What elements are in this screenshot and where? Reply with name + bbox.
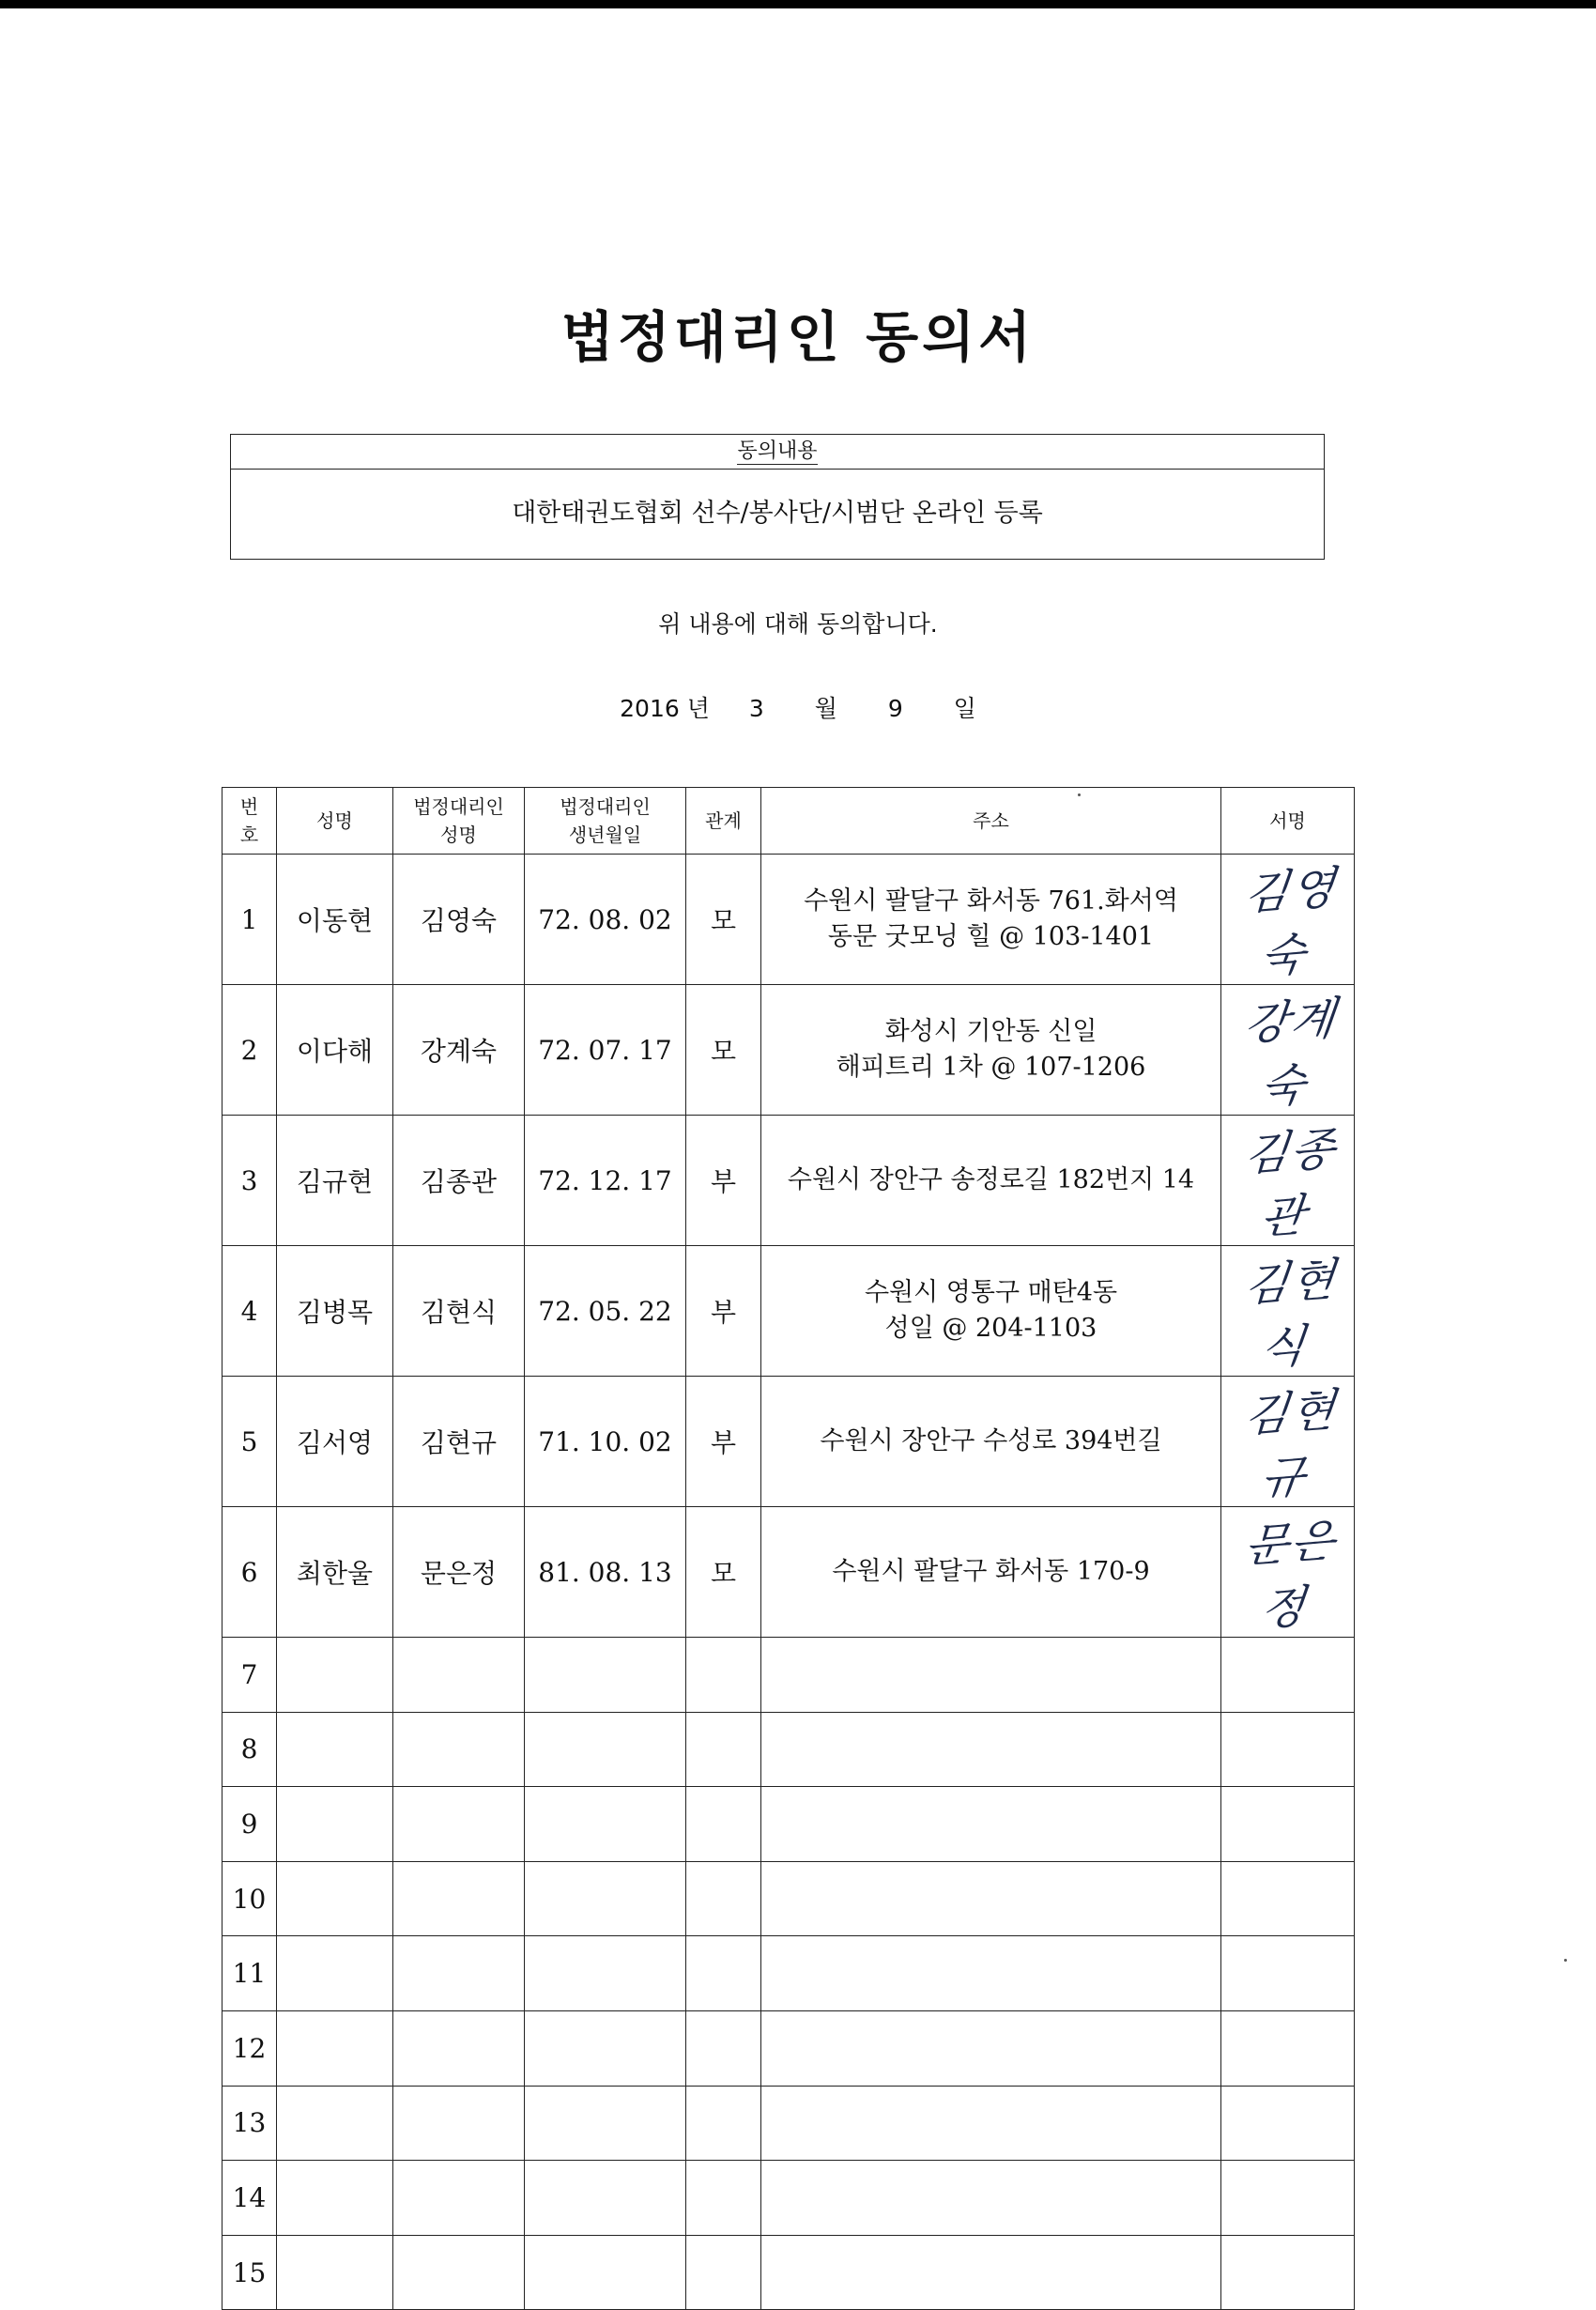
cell-guardian-birth <box>525 2161 686 2236</box>
cell-name <box>277 2086 393 2161</box>
cell-no: 14 <box>223 2161 277 2236</box>
address-line-2: 동문 굿모닝 힐 @ 103-1401 <box>827 922 1155 951</box>
address-line-1: 수원시 영통구 매탄4동 <box>864 1278 1118 1307</box>
cell-signature <box>1221 1936 1355 2011</box>
cell-address <box>761 1712 1221 1787</box>
header-guardian-birth-line2: 생년월일 <box>568 824 642 846</box>
cell-guardian-name <box>393 2235 525 2310</box>
date-day: 9 <box>887 695 903 722</box>
cell-name <box>277 2161 393 2236</box>
handwritten-signature: 김현식 <box>1241 1253 1340 1376</box>
cell-relation <box>686 2010 761 2086</box>
cell-relation: 부 <box>686 1116 761 1246</box>
cell-guardian-name: 김종관 <box>393 1116 525 1246</box>
header-name: 성명 <box>277 788 393 855</box>
date-day-unit: 일 <box>953 695 976 722</box>
cell-signature <box>1221 2235 1355 2310</box>
cell-address <box>761 855 1221 985</box>
cell-address <box>761 985 1221 1116</box>
cell-guardian-name <box>393 1787 525 1862</box>
cell-relation: 부 <box>686 1377 761 1507</box>
date-month: 3 <box>748 695 764 722</box>
content-header-cell <box>231 435 1324 470</box>
table-row <box>223 855 1355 985</box>
date-month-unit: 월 <box>814 695 837 722</box>
cell-name <box>277 1861 393 1936</box>
header-address: 주소 <box>761 788 1221 855</box>
header-no-line1: 번 <box>239 795 259 818</box>
cell-guardian-birth <box>525 2235 686 2310</box>
cell-guardian-name <box>393 1861 525 1936</box>
cell-relation <box>686 2235 761 2310</box>
scan-speck <box>1078 793 1081 796</box>
cell-name: 김규현 <box>277 1116 393 1246</box>
cell-name: 김서영 <box>277 1377 393 1507</box>
address-line-2: 성일 @ 204-1103 <box>884 1314 1097 1343</box>
consent-content-box <box>230 434 1325 560</box>
cell-guardian-name: 강계숙 <box>393 985 525 1116</box>
cell-signature <box>1221 855 1355 985</box>
cell-signature <box>1221 1712 1355 1787</box>
address-line-1: 수원시 팔달구 화서동 170-9 <box>832 1557 1150 1586</box>
table-body <box>223 855 1355 2310</box>
cell-no: 1 <box>223 855 277 985</box>
cell-signature <box>1221 2086 1355 2161</box>
cell-guardian-birth: 72. 12. 17 <box>525 1116 686 1246</box>
table-row <box>223 1936 1355 2011</box>
scan-top-edge <box>0 0 1596 8</box>
cell-relation <box>686 1787 761 1862</box>
cell-no: 12 <box>223 2010 277 2086</box>
cell-name <box>277 2235 393 2310</box>
cell-relation <box>686 1936 761 2011</box>
date-year-unit: 년 <box>686 695 710 722</box>
cell-name <box>277 1787 393 1862</box>
cell-guardian-birth <box>525 1638 686 1713</box>
table-row <box>223 2086 1355 2161</box>
cell-name: 이동현 <box>277 855 393 985</box>
document-title: 법정대리인 동의서 <box>560 305 1036 369</box>
handwritten-signature: 문은정 <box>1241 1514 1340 1637</box>
table-row <box>223 1787 1355 1862</box>
cell-address <box>761 1377 1221 1507</box>
cell-address <box>761 2161 1221 2236</box>
cell-guardian-name: 문은정 <box>393 1507 525 1638</box>
date-year: 2016 <box>620 695 680 722</box>
cell-address <box>761 1936 1221 2011</box>
table-row <box>223 1712 1355 1787</box>
table-row <box>223 2235 1355 2310</box>
cell-address <box>761 1246 1221 1377</box>
cell-guardian-birth: 72. 05. 22 <box>525 1246 686 1377</box>
cell-address <box>761 1638 1221 1713</box>
handwritten-signature: 김영숙 <box>1241 861 1340 984</box>
address-line-1: 수원시 팔달구 화서동 761.화서역 <box>804 886 1178 916</box>
cell-guardian-birth: 72. 08. 02 <box>525 855 686 985</box>
cell-relation: 모 <box>686 1507 761 1638</box>
header-no-line2: 호 <box>239 824 259 846</box>
cell-guardian-name: 김현규 <box>393 1377 525 1507</box>
table-row <box>223 2010 1355 2086</box>
cell-address <box>761 1861 1221 1936</box>
cell-guardian-birth: 72. 07. 17 <box>525 985 686 1116</box>
cell-no: 3 <box>223 1116 277 1246</box>
cell-signature <box>1221 2010 1355 2086</box>
cell-address <box>761 2010 1221 2086</box>
cell-name: 김병목 <box>277 1246 393 1377</box>
cell-guardian-birth: 81. 08. 13 <box>525 1507 686 1638</box>
handwritten-signature: 강계숙 <box>1241 992 1340 1115</box>
cell-signature <box>1221 1787 1355 1862</box>
cell-name <box>277 1936 393 2011</box>
cell-address <box>761 1787 1221 1862</box>
cell-address <box>761 1116 1221 1246</box>
scan-speck <box>1564 1959 1567 1962</box>
cell-relation <box>686 2086 761 2161</box>
address-line-1: 수원시 장안구 송정로길 182번지 14 <box>787 1165 1195 1194</box>
content-body: 대한태권도협회 선수/봉사단/시범단 온라인 등록 <box>512 499 1043 528</box>
header-guardian-birth-line1: 법정대리인 <box>560 795 651 818</box>
address-line-1: 수원시 장안구 수성로 394번길 <box>820 1426 1162 1455</box>
cell-signature <box>1221 1246 1355 1377</box>
table-header-row <box>223 788 1355 855</box>
cell-name: 최한울 <box>277 1507 393 1638</box>
cell-guardian-birth <box>525 1787 686 1862</box>
cell-relation: 부 <box>686 1246 761 1377</box>
cell-guardian-name: 김영숙 <box>393 855 525 985</box>
cell-guardian-name <box>393 1712 525 1787</box>
cell-address <box>761 1507 1221 1638</box>
header-guardian-birth <box>525 788 686 855</box>
table-row <box>223 985 1355 1116</box>
cell-signature <box>1221 2161 1355 2236</box>
cell-guardian-birth <box>525 2086 686 2161</box>
cell-signature <box>1221 1638 1355 1713</box>
cell-guardian-birth <box>525 2010 686 2086</box>
cell-guardian-name <box>393 1936 525 2011</box>
table-row <box>223 1507 1355 1638</box>
cell-guardian-name <box>393 2086 525 2161</box>
handwritten-signature: 김현규 <box>1241 1383 1340 1506</box>
table-row <box>223 1377 1355 1507</box>
cell-guardian-birth <box>525 1712 686 1787</box>
header-no <box>223 788 277 855</box>
cell-guardian-name <box>393 1638 525 1713</box>
cell-relation: 모 <box>686 855 761 985</box>
cell-signature <box>1221 1116 1355 1246</box>
header-signature: 서명 <box>1221 788 1355 855</box>
cell-name <box>277 1712 393 1787</box>
cell-guardian-name: 김현식 <box>393 1246 525 1377</box>
handwritten-signature: 김종관 <box>1241 1122 1340 1245</box>
cell-relation <box>686 1712 761 1787</box>
table-row <box>223 1116 1355 1246</box>
cell-no: 5 <box>223 1377 277 1507</box>
guardian-consent-table <box>222 787 1355 2310</box>
table-row <box>223 2161 1355 2236</box>
cell-no: 10 <box>223 1861 277 1936</box>
table-row <box>223 1861 1355 1936</box>
cell-address <box>761 2086 1221 2161</box>
content-header: 동의내용 <box>737 439 818 463</box>
address-line-1: 화성시 기안동 신일 <box>884 1017 1097 1046</box>
table-row <box>223 1246 1355 1377</box>
cell-signature <box>1221 1377 1355 1507</box>
cell-guardian-name <box>393 2010 525 2086</box>
header-relation: 관계 <box>686 788 761 855</box>
cell-no: 9 <box>223 1787 277 1862</box>
cell-guardian-birth: 71. 10. 02 <box>525 1377 686 1507</box>
cell-signature <box>1221 985 1355 1116</box>
cell-relation <box>686 2161 761 2236</box>
cell-guardian-name <box>393 2161 525 2236</box>
cell-no: 7 <box>223 1638 277 1713</box>
cell-guardian-birth <box>525 1861 686 1936</box>
cell-no: 15 <box>223 2235 277 2310</box>
table-row <box>223 1638 1355 1713</box>
cell-no: 2 <box>223 985 277 1116</box>
header-guardian-name-line2: 성명 <box>440 824 477 846</box>
header-guardian-name <box>393 788 525 855</box>
cell-relation <box>686 1638 761 1713</box>
cell-no: 13 <box>223 2086 277 2161</box>
agreement-statement: 위 내용에 대해 동의합니다. <box>658 610 938 638</box>
cell-no: 4 <box>223 1246 277 1377</box>
address-line-2: 해피트리 1차 @ 107-1206 <box>836 1053 1146 1082</box>
cell-no: 6 <box>223 1507 277 1638</box>
cell-name <box>277 1638 393 1713</box>
signing-date <box>0 690 1596 724</box>
header-guardian-name-line1: 법정대리인 <box>413 795 504 818</box>
cell-address <box>761 2235 1221 2310</box>
cell-signature <box>1221 1861 1355 1936</box>
cell-relation <box>686 1861 761 1936</box>
cell-no: 8 <box>223 1712 277 1787</box>
cell-name: 이다해 <box>277 985 393 1116</box>
cell-signature <box>1221 1507 1355 1638</box>
cell-no: 11 <box>223 1936 277 2011</box>
cell-relation: 모 <box>686 985 761 1116</box>
cell-guardian-birth <box>525 1936 686 2011</box>
cell-name <box>277 2010 393 2086</box>
